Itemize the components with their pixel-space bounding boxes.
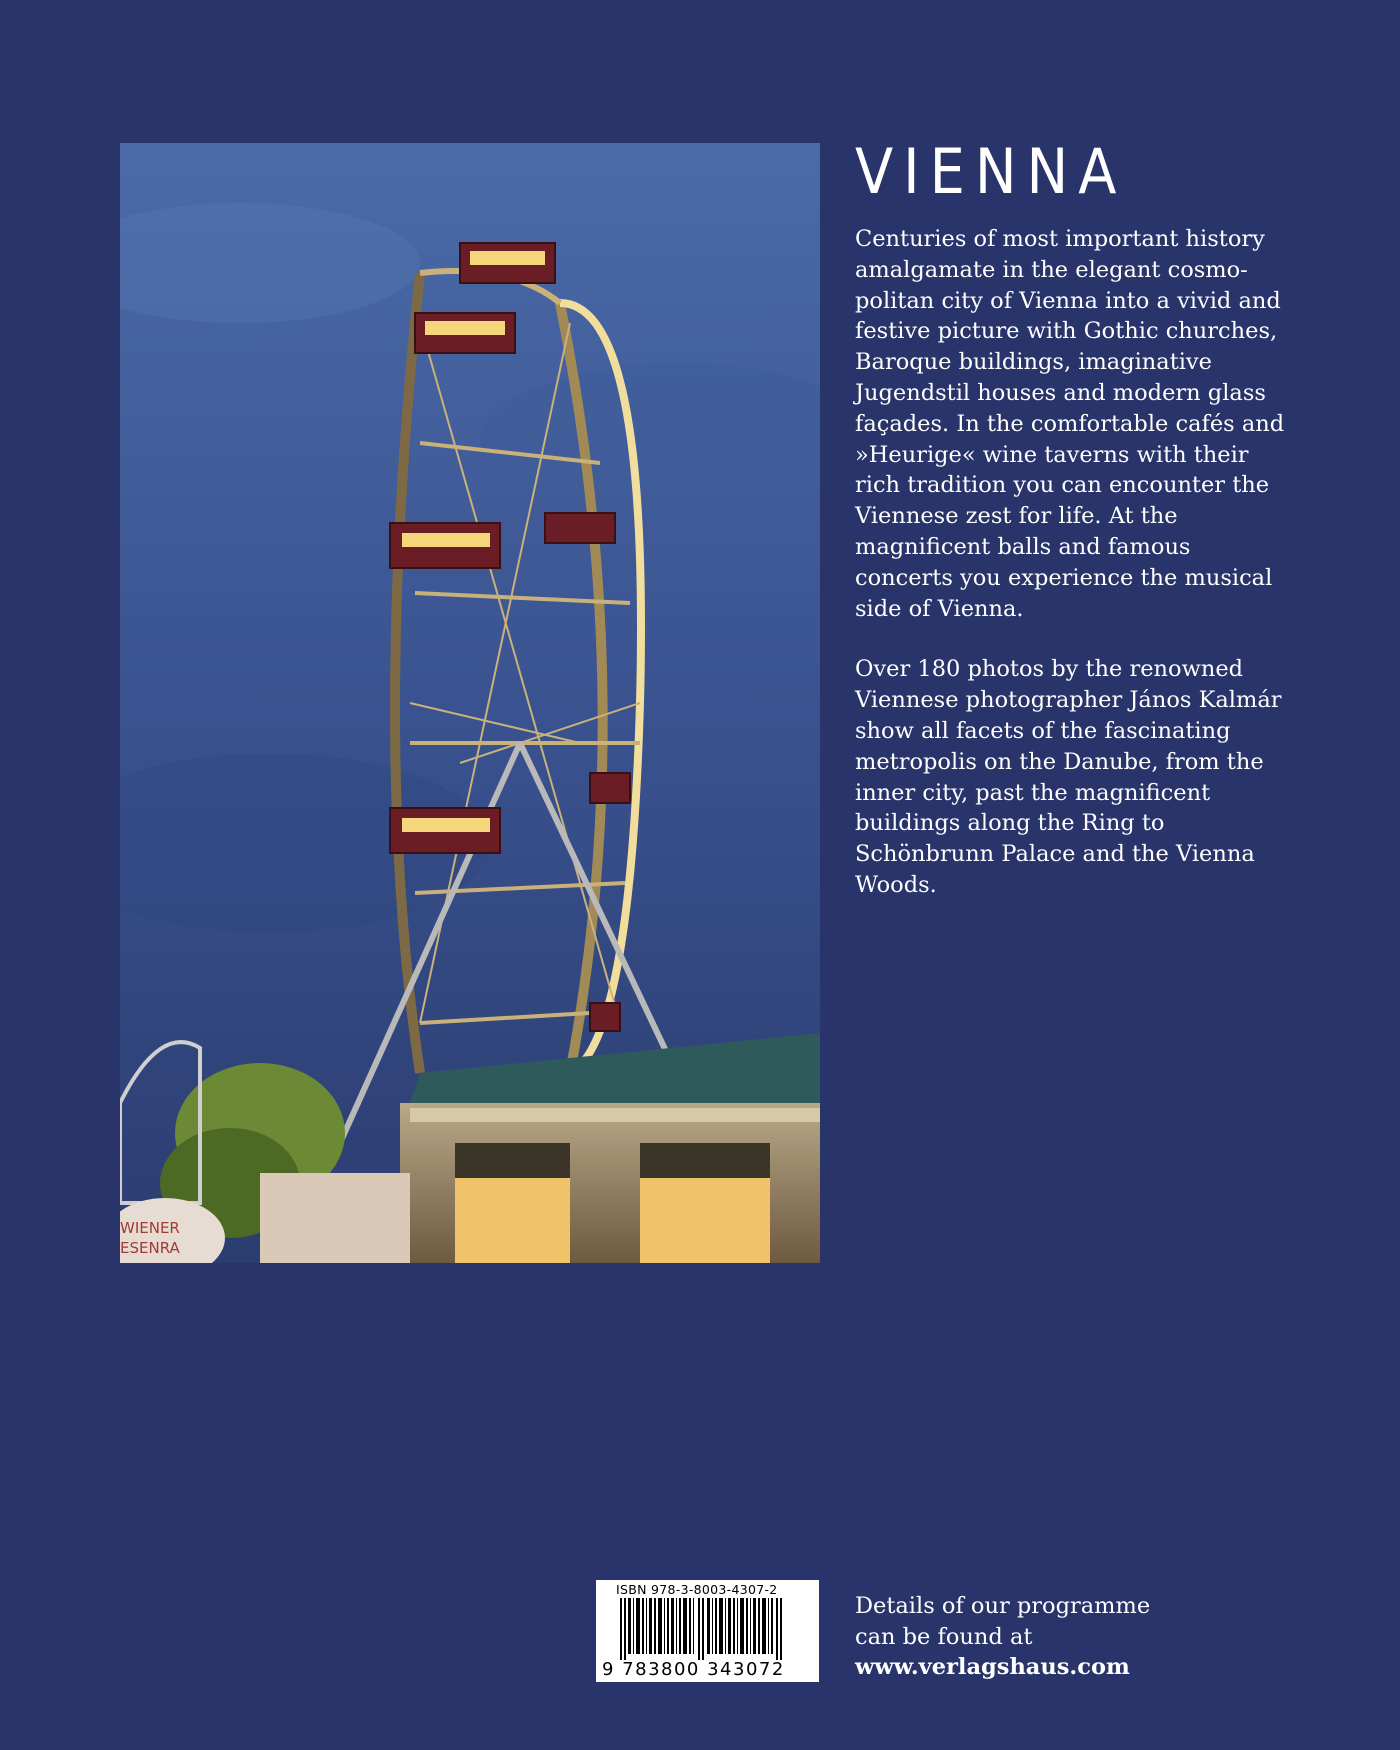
book-description — [855, 224, 1295, 931]
programme-line-2: can be found at — [855, 1623, 1033, 1650]
barcode-bars — [620, 1598, 800, 1660]
sign-text-line1: WIENER — [120, 1219, 180, 1237]
description-paragraph-1: Centuries of most important history amalgamate in the elegant cosmo-politan city of Vienna into a vivid and festive picture with Gothic churches, Baroque buildings, imaginative Jugendstil houses and modern glass façades. In the comfortable cafés and »Heurige« wine taverns with their rich tradition you can encounter the Viennese zest for life. At the magnificent balls and famous concerts you experience the musical side of Vienna. — [855, 226, 1285, 622]
description-paragraph-2: Over 180 photos by the renowned Viennese photographer János Kalmár show all facets of the fascinating metropolis on the Danube, from the inner city, past the magnificent buildings along the Ring to Schönbrunn Palace and the Vienna Woods. — [855, 656, 1282, 898]
barcode-digits: 9 783800 343072 — [602, 1659, 785, 1680]
book-title: VIENNA — [855, 135, 1127, 208]
cover-photo-ferris-wheel — [120, 143, 820, 1263]
programme-info — [855, 1591, 1295, 1683]
publisher-url[interactable]: www.verlagshaus.com — [855, 1654, 1130, 1680]
programme-line-1: Details of our programme — [855, 1593, 1151, 1619]
isbn-label: ISBN 978-3-8003-4307-2 — [616, 1582, 778, 1597]
sign-text-line2: ESENRA — [120, 1239, 180, 1257]
isbn-barcode — [596, 1580, 819, 1682]
